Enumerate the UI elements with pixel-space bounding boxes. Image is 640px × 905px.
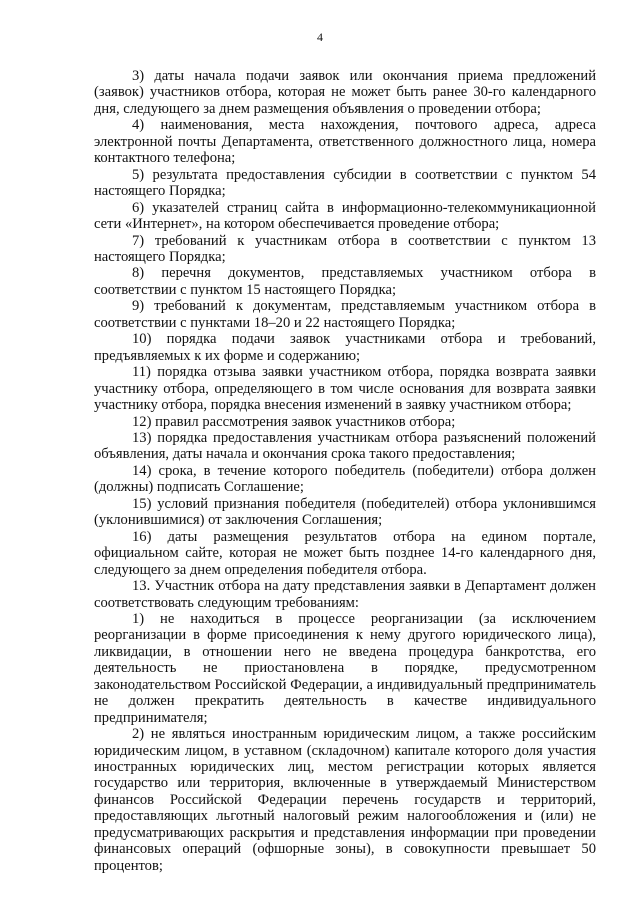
page-number: 4 [317,30,323,44]
requirement-item-1: 1) не находиться в процессе реорганизации (за исключением реорганизации в форме присоединения к нему другого юридического лица), ликвидации, в отношении него не введена процедура банкротства, его деятельность не приостановлена в порядке, предусмотренном законодательством Российской Федерации, а индивидуальный предприниматель не должен прекратить деятельность в качестве индивидуального предпринимателя; [94,610,596,726]
paragraph-item-11: 11) порядка отзыва заявки участником отбора, порядка возврата заявки участнику отбора, определяющего в том числе основания для возврата заявки участнику отбора, порядка внесения изменений в заявку участником отбора; [94,364,596,414]
paragraph-item-10: 10) порядка подачи заявок участниками отбора и требований, предъявляемых к их форме и содержанию; [94,331,596,364]
paragraph-item-3: 3) даты начала подачи заявок или окончания приема предложений (заявок) участников отбора, которая не может быть ранее 30-го календарного дня, следующего за днем размещения объявления о проведении отбора; [94,68,596,117]
paragraph-item-8: 8) перечня документов, представляемых участником отбора в соответствии с пунктом 15 настоящего Порядка; [94,265,596,298]
paragraph-item-6: 6) указателей страниц сайта в информационно-телекоммуникационной сети «Интернет», на котором обеспечивается проведение отбора; [94,199,596,233]
paragraph-item-14: 14) срока, в течение которого победитель (победители) отбора должен (должны) подписать Соглашение; [94,462,596,496]
requirement-item-2: 2) не являться иностранным юридическим лицом, а также российским юридическим лицом, в уставном (складочном) капитале которого доля участия иностранных юридических лиц, местом регистрации которых является государство или территория, включенные в утверждаемый Министерством финансов Российской Федерации перечень государств и территорий, предоставляющих льготный налоговый режим налогообложения и (или) не предусматривающих раскрытия и представления информации при проведении финансовых операций (офшорные зоны), в совокупности превышает 50 процентов; [94,726,596,874]
paragraph-item-9: 9) требований к документам, представляемым участником отбора в соответствии с пунктами 18–20 и 22 настоящего Порядка; [94,298,596,331]
paragraph-item-12: 12) правил рассмотрения заявок участников отбора; [132,413,456,430]
paragraph-item-13: 13) порядка предоставления участникам отбора разъяснений положений объявления, даты начала и окончания срока такого предоставления; [94,429,596,463]
document-body [94,68,596,874]
paragraph-item-15: 15) условий признания победителя (победителей) отбора уклонившимся (уклонившимися) от заключения Соглашения; [94,495,596,529]
paragraph-item-7: 7) требований к участникам отбора в соответствии с пунктом 13 настоящего Порядка; [94,232,596,265]
paragraph-item-5: 5) результата предоставления субсидии в соответствии с пунктом 54 настоящего Порядка; [94,166,596,200]
paragraph-item-16: 16) даты размещения результатов отбора на едином портале, официальном сайте, которая не может быть позднее 14-го календарного дня, следующего за днем определения победителя отбора. [94,528,596,578]
section-13-heading: 13. Участник отбора на дату представления заявки в Департамент должен соответствовать следующим требованиям: [94,578,596,611]
paragraph-item-4: 4) наименования, места нахождения, почтового адреса, адреса электронной почты Департамента, ответственного должностного лица, номера контактного телефона; [94,117,596,167]
